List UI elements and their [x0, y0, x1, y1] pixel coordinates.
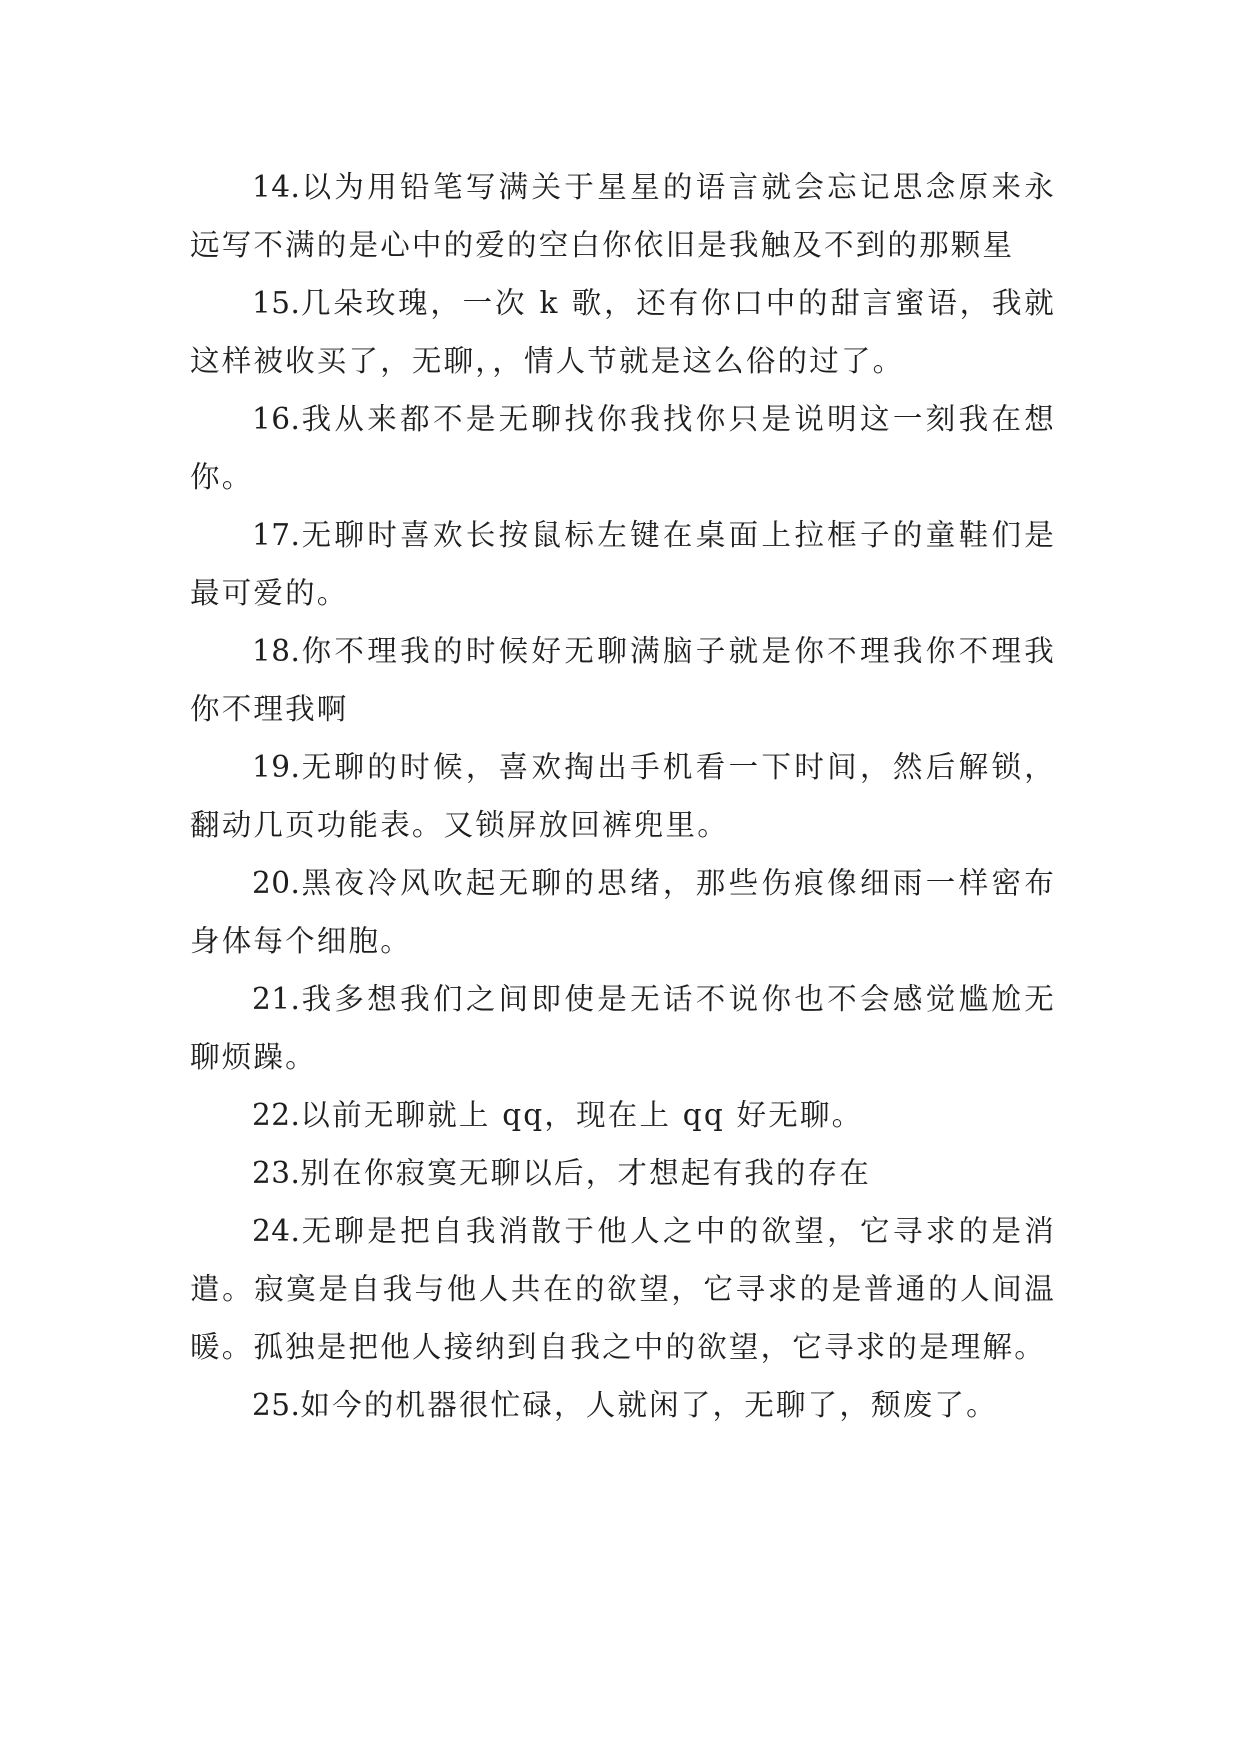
list-item [190, 1376, 1056, 1434]
list-item [190, 274, 1056, 390]
item-number: 25. [252, 1388, 301, 1422]
item-number: 24. [252, 1214, 301, 1248]
list-item [190, 1202, 1056, 1376]
list-item [190, 390, 1056, 506]
item-text: 无聊时喜欢长按鼠标左键在桌面上拉框子的童鞋们是最可爱的。 [190, 518, 1056, 610]
item-text: 无聊的时候，喜欢掏出手机看一下时间，然后解锁，翻动几页功能表。又锁屏放回裤兜里。 [190, 750, 1056, 842]
item-text: 几朵玫瑰，一次 k 歌，还有你口中的甜言蜜语，我就这样被收买了，无聊，，情人节就是这么俗的过了。 [190, 286, 1056, 378]
item-number: 14. [252, 170, 301, 204]
item-number: 17. [252, 518, 301, 552]
item-text: 无聊是把自我消散于他人之中的欲望，它寻求的是消遣。寂寞是自我与他人共在的欲望，它寻求的是普通的人间温暖。孤独是把他人接纳到自我之中的欲望，它寻求的是理解。 [190, 1214, 1056, 1364]
list-item [190, 854, 1056, 970]
item-text: 黑夜冷风吹起无聊的思绪，那些伤痕像细雨一样密布身体每个细胞。 [190, 866, 1056, 958]
item-text: 你不理我的时候好无聊满脑子就是你不理我你不理我你不理我啊 [190, 634, 1056, 726]
item-text: 我从来都不是无聊找你我找你只是说明这一刻我在想你。 [190, 402, 1056, 494]
list-item [190, 1086, 1056, 1144]
document-body [190, 158, 1056, 1434]
item-text: 以为用铅笔写满关于星星的语言就会忘记思念原来永远写不满的是心中的爱的空白你依旧是我触及不到的那颗星 [190, 170, 1056, 262]
item-number: 19. [252, 750, 301, 784]
list-item [190, 506, 1056, 622]
list-item [190, 622, 1056, 738]
item-number: 22. [252, 1098, 301, 1132]
list-item [190, 970, 1056, 1086]
list-item [190, 158, 1056, 274]
item-text: 别在你寂寞无聊以后，才想起有我的存在 [300, 1156, 872, 1190]
item-text: 以前无聊就上 qq，现在上 qq 好无聊。 [300, 1098, 864, 1132]
item-text: 我多想我们之间即使是无话不说你也不会感觉尴尬无聊烦躁。 [190, 982, 1056, 1074]
item-text: 如今的机器很忙碌，人就闲了，无聊了，颓废了。 [300, 1388, 998, 1422]
item-number: 20. [252, 866, 301, 900]
list-item [190, 738, 1056, 854]
item-number: 23. [252, 1156, 301, 1190]
item-number: 16. [252, 402, 301, 436]
item-number: 15. [252, 286, 301, 320]
item-number: 21. [252, 982, 301, 1016]
list-item [190, 1144, 1056, 1202]
item-number: 18. [252, 634, 301, 668]
